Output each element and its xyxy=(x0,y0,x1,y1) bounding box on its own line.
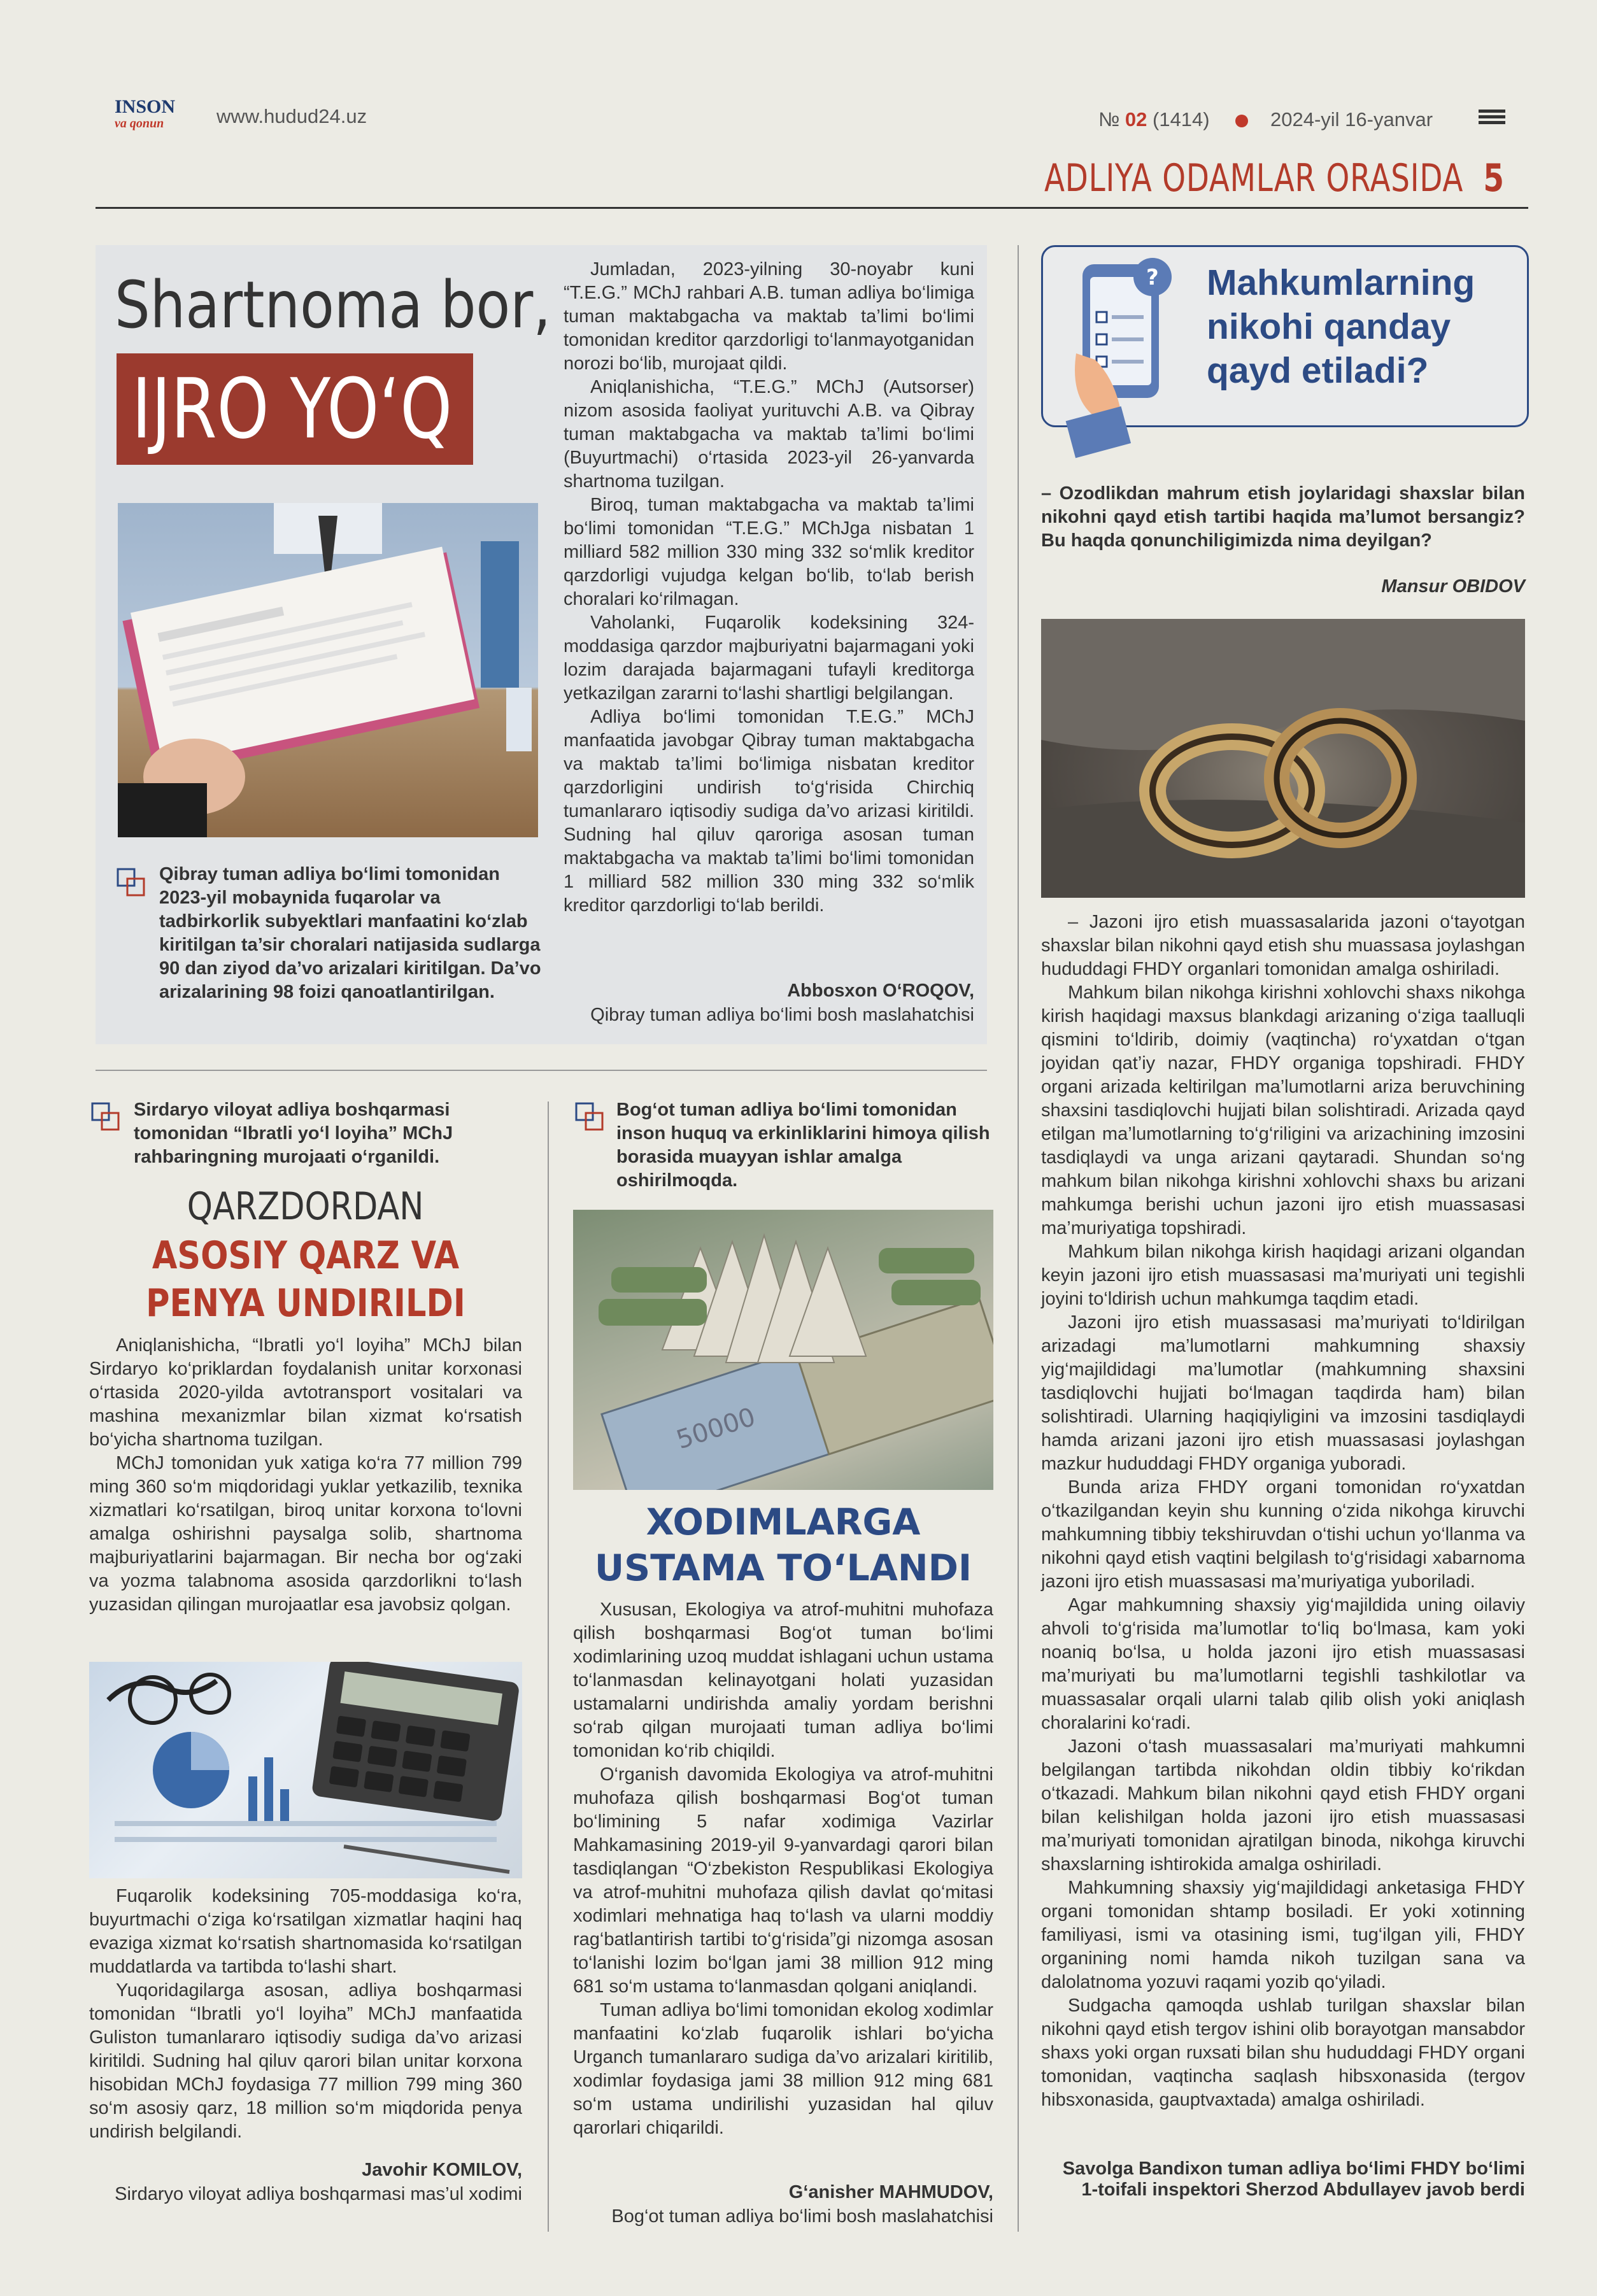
logo-top: INSON xyxy=(115,96,176,117)
article-body xyxy=(573,1598,993,2140)
article-paragraph: Fuqarolik kodeksining 705-moddasiga ko‘ra, buyurtmachi o‘ziga ko‘rsatilgan xizmatlar haqini haq evaziga xizmat ko‘rsatish shartnomasida ko‘rsatilgan muddatlarda va tartibda to‘lashi shart. xyxy=(89,1886,522,1977)
article-body xyxy=(89,1334,522,1617)
issue-number xyxy=(1098,108,1210,131)
header-rule xyxy=(96,207,1528,209)
article-paragraph: O‘rganish davomida Ekologiya va atrof-muhitni muhofaza qilish boshqarmasi Bog‘ot tuman bo‘limining 5 nafar xodimiga Vazirlar Mahkamasining 2019-yil 9-yanvardagi qarori bilan tasdiqlangan “O‘zbekiston Respublikasi Ekologiya va atrof-muhitni muhofaza qilish davlat qo‘mitasi xodimlari mehnatiga haq to‘lash va ularni moddiy rag‘batlantirish tartibi to‘g‘risida”gi nizomga asosan to‘lanishi lozim bo‘lgan jami 38 million 912 ming 681 so‘m ustama to‘lanmasdan qolgani aniqlandi. xyxy=(573,1764,993,1997)
issue-prefix: № xyxy=(1098,108,1120,131)
answer-paragraph: Mahkum bilan nikohga kirishni xohlovchi shaxs nikohga kirish haqidagi maxsus blankdagi arizaning o‘ziga taalluqli qismini to‘ldirib, doimiy (vaqtincha) ro‘yxatdan o‘tgan joyidan qat’iy nazar, FHDY organiga topshiradi. FHDY organi arizada keltirilgan ma’lumotlarni ariza beruvchining shaxsini tasdiqlovchi hujjati bilan solishtiradi. Arizada qayd etilgan ma’lumotlarning to‘g‘riligini va arizachining imzosini tasdiqlaydi va unga arizani qaytaradi. Shundan so‘ng mahkum bilan nikohga kirishni xohlovchi shaxs bu arizani mahkumga berishi uchun jazoni ijro etish muassasasi ma’muriyatiga topshiradi. xyxy=(1041,982,1525,1238)
article-paragraph: Aniqlanishicha, “Ibratli yo‘l loyiha” MChJ bilan Sirdaryo ko‘priklardan foydalanish unitar korxonasi o‘rtasida 2020-yilda avtotransport vositalari va mashina mexanizmlar bilan xizmat ko‘rsatish bo‘yicha shartnoma tuzilgan. xyxy=(89,1335,522,1450)
author-role: Bog‘ot tuman adliya bo‘limi bosh maslahatchisi xyxy=(611,2206,993,2227)
article-title: Shartnoma bor, xyxy=(115,267,551,343)
calculator-photo xyxy=(89,1662,522,1878)
column-divider xyxy=(1018,245,1019,2232)
svg-text:?: ? xyxy=(1146,265,1159,290)
issue-date: 2024-yil 16-yanvar xyxy=(1270,108,1433,131)
publication-logo xyxy=(115,96,176,132)
article-lead: Bog‘ot tuman adliya bo‘limi tomonidan inson huquq va erkinliklarini himoya qilish borasida muayyan ishlar amalga oshirilmoqda. xyxy=(616,1100,990,1191)
caption-icon xyxy=(116,867,146,898)
article-paragraph: Vaholanki, Fuqarolik kodeksining 324-moddasiga qarzdor majburiyatni bajarmagani yoki lozim darajada bajarmagani tufayli kreditorga yetkazilgan zararni to‘lashi shartligi belgilangan. xyxy=(564,613,974,704)
article-title-banner xyxy=(117,353,473,465)
phone-checklist-icon xyxy=(1057,252,1191,462)
article-paragraph: Adliya bo‘limi tomonidan T.E.G.” MChJ manfaatida javobgar Qibray tuman maktabgacha va maktab ta’limi bo‘limiga nisbatan kreditor qarzdorligini undirish to‘g‘risida Chirchiq tumanlararo iqtisodiy sudiga da’vo arizasi kiritildi. Sudning hal qiluv qaroriga asosan tuman maktabgacha va maktab ta’limi bo‘limi tomonidan 1 milliard 582 million 330 ming 332 so‘mlik kreditor qarzdorligi to‘lab berildi. xyxy=(564,707,974,916)
menu-icon xyxy=(1479,110,1505,129)
row-divider xyxy=(96,1070,987,1071)
article-lead: Sirdaryo viloyat adliya boshqarmasi tomonidan “Ibratli yo‘l loyiha” MChJ rahbaringning murojaati o‘rganildi. xyxy=(134,1100,453,1167)
answer-paragraph: – Jazoni ijro etish muassasalarida jazoni o‘tayotgan shaxslar bilan nikohni qayd etish shu muassasa joylashgan hududdagi FHDY organlari tomonidan amalga oshiriladi. xyxy=(1041,912,1525,979)
document-photo xyxy=(118,503,538,837)
separator-dot xyxy=(1235,115,1248,127)
article-paragraph: Tuman adliya bo‘limi tomonidan ekolog xodimlar manfaatini ko‘zlab fuqarolik ishlari bo‘yicha Urganch tumanlararo sudiga da’vo arizalari kiritilib, xodimlar foydasiga jami 38 million 912 ming 681 so‘m ustama undirilishi yuzasidan hal qiluv qarorlari chiqarildi. xyxy=(573,2000,993,2138)
article-paragraph: Jumladan, 2023-yilning 30-noyabr kuni “T.E.G.” MChJ rahbari A.B. tuman adliya bo‘limiga tuman maktabgacha va maktab ta’limi bo‘limi tomonidan kreditor qarzdorligi to‘lanmayotganidan norozi bo‘lib, murojaat qildi. xyxy=(564,259,974,374)
rings-photo xyxy=(1041,619,1525,898)
article-title: XODIMLARGA USTAMA TO‘LANDI xyxy=(594,1501,972,1589)
column-divider xyxy=(548,1102,549,2232)
article-paragraph: MChJ tomonidan yuk xatiga ko‘ra 77 million 799 ming 360 so‘m miqdoridagi yuklar yetkazilib, texnika xizmatlari ko‘rsatilgan, biroq unitar korxona to‘lovni amalga oshirishni paysalga solib, shartnoma majburiyatlarini bajarmagan. Bir necha bor og‘zaki va yozma talabnoma asosida qarzdorlikni to‘lash yuzasidan qilingan murojaatlar esa javobsiz qolgan. xyxy=(89,1453,522,1615)
article-paragraph: Yuqoridagilarga asosan, adliya boshqarmasi tomonidan “Ibratli yo‘l loyiha” MChJ manfaatida Guliston tumanlararo iqtisodiy sudiga da’vo arizasi kiritildi. Sudning hal qiluv qarori bilan unitar korxona hisobidan MChJ foydasiga 77 million 799 ming 360 so‘m asosiy qarz, 18 million so‘m miqdorida penya undirish belgilandi. xyxy=(89,1980,522,2142)
article-title xyxy=(89,1232,522,1328)
article-lead: Qibray tuman adliya bo‘limi tomonidan 2023-yil mobaynida fuqarolar va tadbirkorlik subyektlari manfaatini ko‘zlab kiritilgan ta’sir choralari natijasida sudlarga 90 dan ziyod da’vo arizalari kiritilgan. Da’vo arizalarining 98 foizi qanoatlantirilgan. xyxy=(159,864,541,1002)
logo-bottom: va qonun xyxy=(115,117,164,131)
answer-paragraph: Sudgacha qamoqda ushlab turilgan shaxslar bilan nikohni qayd etish tergov ishini olib borayotgan mansabdor shaxs yoki organ ruxsati bilan shu hududdagi FHDY organi tomonidan, vaqtincha saqlash hibsxonasida (tergov hibsxonasida, gauptvaxtada) amalga oshiriladi. xyxy=(1041,1995,1525,2110)
answer-paragraph: Jazoni ijro etish muassasasi ma’muriyati to‘ldirilgan arizadagi ma’lumotlarni mahkumning shaxsiy yig‘majildidagi ma’lumotlar (mahkumning shaxsini tasdiqlovchi hujjati bo‘lmagan taqdirda ham) bilan solishtiradi. Ularning haqiqiyligini va imzosini tasdiqlaydi hamda arizani jazoni ijro etish muassasasi joylashgan mazkur hududdagi FHDY organiga yuboradi. xyxy=(1041,1312,1525,1474)
article-title-text: ASOSIY QARZ VA PENYA UNDIRILDI xyxy=(146,1233,465,1326)
article-body xyxy=(564,258,974,918)
issue-total: (1414) xyxy=(1153,108,1210,131)
author-role: Sirdaryo viloyat adliya boshqarmasi mas’ul xodimi xyxy=(115,2184,522,2204)
article-body xyxy=(89,1885,522,2144)
article-paragraph: Biroq, tuman maktabgacha va maktab ta’limi bo‘limi tomonidan “T.E.G.” MChJga nisbatan 1 milliard 582 million 330 ming 332 so‘mlik kreditor qarzdorligi vujudga kelgan bo‘lib, to‘lab berish choralari ko‘rilmagan. xyxy=(564,495,974,609)
caption-icon xyxy=(90,1102,121,1132)
answer-paragraph: Mahkumning shaxsiy yig‘majildidagi anketasiga FHDY organi tomonidan shtamp bosiladi. Er yoki xotinning familiyasi, ismi va otasining ismi, tug‘ilgan yili, FHDY organining nomi hamda nikoh tuzilgan sana va dalolatnoma yozuvi raqami yozib qo‘yiladi. xyxy=(1041,1878,1525,1992)
question-box-title: Mahkumlarning nikohi qanday qayd etiladi? xyxy=(1207,262,1475,391)
answer-paragraph: Jazoni o‘tash muassasalari ma’muriyati mahkumni belgilangan tartibda nikohdan oldin tibbiy ko‘rikdan o‘tkazadi. Mahkum bilan nikohni qayd etish FHDY organi bilan kelishilgan holda jazoni ijro etish muassasasi ma’muriyati tomonidan ajratilgan binoda, nikohga kiruvchi shaxslarning ishtirokida amalga oshiriladi. xyxy=(1041,1736,1525,1874)
section-title xyxy=(1044,156,1505,201)
svg-text:50000: 50000 xyxy=(672,1402,759,1456)
section-name: ADLIYA ODAMLAR ORASIDA xyxy=(1044,156,1464,201)
author-role: Qibray tuman adliya bo‘limi bosh maslahatchisi xyxy=(590,1005,974,1025)
answer-paragraph: Bunda ariza FHDY organi tomonidan ro‘yxatdan o‘tkazilgandan keyin shu kunning o‘zida nikohga kiruvchi mahkumning tibbiy tekshiruvdan o‘tishi uchun yo‘llanma va nikohni qayd etish vaqtini belgilash to‘g‘risidagi xabarnoma jazoni ijro etish muassasasi ma’muriyatiga yuboriladi. xyxy=(1041,1477,1525,1592)
article-paragraph: Aniqlanishicha, “T.E.G.” MChJ (Autsorser) nizom asosida faoliyat yurituvchi A.B. va Qibray tuman maktabgacha va maktab ta’limi bo‘limi (Buyurtmachi) o‘rtasida 2023-yil 26-yanvarda shartnoma tuzilgan. xyxy=(564,377,974,492)
reader-question: – Ozodlikdan mahrum etish joylaridagi shaxslar bilan nikohni qayd etish tartibi haqida ma’lumot bersangiz? Bu haqda qonunchiligimizda nima deyilgan? xyxy=(1041,483,1525,551)
answer-body xyxy=(1041,911,1525,2112)
author-name: Abbosxon O‘ROQOV, xyxy=(787,981,974,1001)
answer-paragraph: Mahkum bilan nikohga kirish haqidagi arizani olgandan keyin jazoni ijro etish muassasasi ma’muriyati uni tegishli joyini to‘ldirish uchun mahkumga taqdim etadi. xyxy=(1041,1242,1525,1309)
article-kicker xyxy=(89,1184,522,1229)
answer-paragraph: Agar mahkumning shaxsiy yig‘majildida uning oilaviy ahvoli to‘g‘risida ma’lumotlar to‘liq bo‘lmasa, kam yoki noaniq bo‘lsa, u holda jazoni ijro etish muassasasi ma’muriyati bu ma’lumotlarni tegishli tashkilotlar va muassasalar orqali ularni talab qilib olish yoki aniqlash choralarini ko‘radi. xyxy=(1041,1595,1525,1733)
issue-number-value: 02 xyxy=(1125,108,1147,131)
answer-by: Savolga Bandixon tuman adliya bo‘limi FHDY bo‘limi 1-toifali inspektori Sherzod Abdullayev javob berdi xyxy=(1062,2158,1525,2200)
question-author: Mansur OBIDOV xyxy=(1381,576,1525,597)
money-photo xyxy=(573,1210,993,1490)
website-url[interactable]: www.hudud24.uz xyxy=(216,105,367,127)
page-number: 5 xyxy=(1483,156,1505,201)
caption-icon xyxy=(574,1102,605,1132)
article-paragraph: Xususan, Ekologiya va atrof-muhitni muhofaza qilish boshqarmasi Bog‘ot tuman bo‘limi xodimlarining uzoq muddat ishlagani uchun ustama to‘lanmasdan kelinayotgani holati yuzasidan ustamalarni undirishda amaliy yordam berishni so‘rab qilgan murojaati tuman adliya bo‘limi tomonidan ko‘rib chiqildi. xyxy=(573,1599,993,1761)
author-name: Javohir KOMILOV, xyxy=(362,2160,522,2180)
author-name: G‘anisher MAHMUDOV, xyxy=(788,2182,993,2202)
article-title-banner-text: IJRO YO‘Q xyxy=(132,360,453,457)
article-kicker-text: QARZDORDAN xyxy=(187,1184,424,1229)
